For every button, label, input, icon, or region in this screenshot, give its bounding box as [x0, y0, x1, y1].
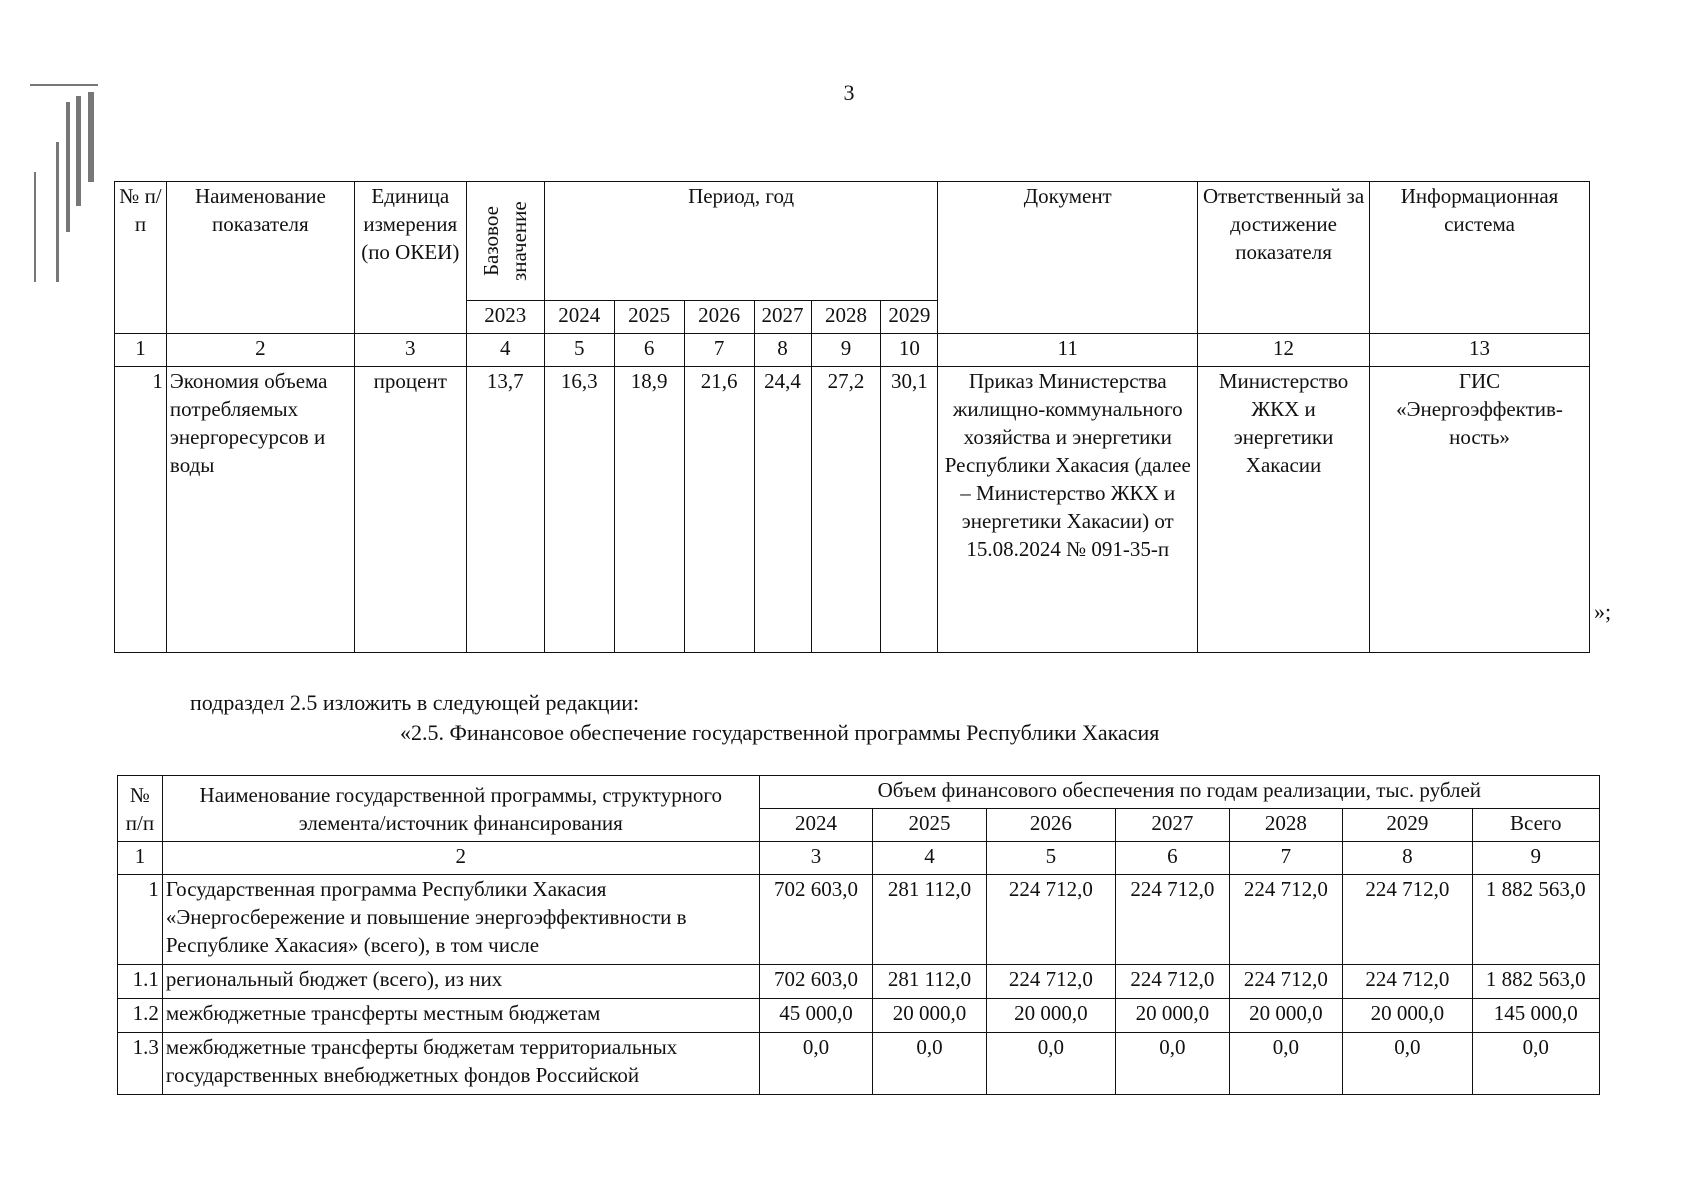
fin-row-total: 145 000,0: [1472, 999, 1600, 1033]
fin-row-value: 281 112,0: [873, 875, 987, 965]
fin-row-value: 224 712,0: [1343, 965, 1472, 999]
column-number: 10: [881, 334, 938, 367]
fin-header-name: Наименование государственной программы, структурного элемента/источник финансирования: [162, 776, 759, 842]
fin-row-value: 702 603,0: [759, 875, 873, 965]
indicator-table: [114, 181, 1590, 653]
fin-row-value: 20 000,0: [1343, 999, 1472, 1033]
closing-quote: »;: [1594, 599, 1612, 624]
header-base-value-text: Базовое значение: [479, 201, 532, 281]
fin-row-name: межбюджетные трансферты местным бюджетам: [162, 999, 759, 1033]
header-year-2025: 2025: [614, 301, 684, 334]
fin-row-name: межбюджетные трансферты бюджетам территориальных государственных внебюджетных фондов Российской: [162, 1033, 759, 1095]
row-info-system: ГИС «Энергоэффектив-ность»: [1370, 367, 1590, 653]
fin-header-total: Всего: [1472, 809, 1600, 842]
row-value-2027: 24,4: [754, 367, 811, 653]
fin-row-value: 20 000,0: [986, 999, 1115, 1033]
registration-stamp: [30, 82, 100, 292]
fin-row-value: 224 712,0: [1229, 965, 1343, 999]
header-year-2027: 2027: [754, 301, 811, 334]
row-value-2025: 18,9: [614, 367, 684, 653]
fin-row-total: 1 882 563,0: [1472, 965, 1600, 999]
column-number: 12: [1198, 334, 1370, 367]
header-indicator-name: Наименование показателя: [166, 182, 354, 334]
header-year-2028: 2028: [811, 301, 881, 334]
column-number: 11: [938, 334, 1198, 367]
row-value-2028: 27,2: [811, 367, 881, 653]
row-document: Приказ Министерства жилищно-коммунального хозяйства и энергетики Республики Хакасия (далее – Министерство ЖКХ и энергетики Хакасии) от 15.08.2024 № 091-35-п: [938, 367, 1198, 653]
table-row: [115, 367, 1590, 653]
fin-column-number: 1: [118, 842, 163, 875]
row-num: 1: [115, 367, 167, 653]
column-number: 4: [466, 334, 544, 367]
fin-header-year-2026: 2026: [986, 809, 1115, 842]
fin-row-value: 224 712,0: [986, 965, 1115, 999]
fin-header-volume: Объем финансового обеспечения по годам реализации, тыс. рублей: [759, 776, 1599, 809]
column-number: 5: [544, 334, 614, 367]
fin-row-value: 224 712,0: [1116, 875, 1230, 965]
fin-row-value: 20 000,0: [1116, 999, 1230, 1033]
fin-table-row: [118, 1033, 1600, 1095]
fin-row-num: 1: [118, 875, 163, 965]
header-unit: Единица измерения (по ОКЕИ): [354, 182, 466, 334]
column-number: 13: [1370, 334, 1590, 367]
header-info-system: Информационная система: [1370, 182, 1590, 334]
fin-column-number: 6: [1116, 842, 1230, 875]
fin-row-total: 1 882 563,0: [1472, 875, 1600, 965]
header-year-2024: 2024: [544, 301, 614, 334]
header-num: № п/п: [115, 182, 167, 334]
fin-header-year-2025: 2025: [873, 809, 987, 842]
row-indicator-name: Экономия объема потребляемых энергоресурсов и воды: [166, 367, 354, 653]
instruction-text: подраздел 2.5 изложить в следующей редакции:: [190, 690, 640, 715]
column-number: 9: [811, 334, 881, 367]
fin-row-num: 1.3: [118, 1033, 163, 1095]
row-value-2029: 30,1: [881, 367, 938, 653]
fin-row-name: региональный бюджет (всего), из них: [162, 965, 759, 999]
column-number: 7: [684, 334, 754, 367]
fin-row-value: 224 712,0: [1116, 965, 1230, 999]
fin-row-value: 45 000,0: [759, 999, 873, 1033]
fin-table-row: [118, 965, 1600, 999]
fin-column-number: 4: [873, 842, 987, 875]
header-document: Документ: [938, 182, 1198, 334]
fin-row-num: 1.1: [118, 965, 163, 999]
fin-row-value: 0,0: [1343, 1033, 1472, 1095]
financing-table: [117, 775, 1600, 1095]
fin-row-value: 0,0: [1116, 1033, 1230, 1095]
row-base-value: 13,7: [466, 367, 544, 653]
fin-row-value: 20 000,0: [1229, 999, 1343, 1033]
fin-row-value: 224 712,0: [986, 875, 1115, 965]
fin-row-value: 702 603,0: [759, 965, 873, 999]
column-number: 3: [354, 334, 466, 367]
fin-column-number: 8: [1343, 842, 1472, 875]
fin-header-year-2029: 2029: [1343, 809, 1472, 842]
fin-row-value: 224 712,0: [1343, 875, 1472, 965]
fin-row-num: 1.2: [118, 999, 163, 1033]
fin-header-year-2028: 2028: [1229, 809, 1343, 842]
fin-header-year-2024: 2024: [759, 809, 873, 842]
header-responsible: Ответственный за достижение показателя: [1198, 182, 1370, 334]
fin-row-value: 0,0: [986, 1033, 1115, 1095]
row-value-2026: 21,6: [684, 367, 754, 653]
fin-row-value: 0,0: [873, 1033, 987, 1095]
fin-column-number: 9: [1472, 842, 1600, 875]
column-number: 8: [754, 334, 811, 367]
fin-row-total: 0,0: [1472, 1033, 1600, 1095]
fin-row-name: Государственная программа Республики Хакасия «Энергосбережение и повышение энергоэффективности в Республике Хакасия» (всего), в том числе: [162, 875, 759, 965]
fin-column-number: 2: [162, 842, 759, 875]
fin-header-year-2027: 2027: [1116, 809, 1230, 842]
column-number: 6: [614, 334, 684, 367]
fin-row-value: 281 112,0: [873, 965, 987, 999]
column-number: 2: [166, 334, 354, 367]
fin-table-row: [118, 875, 1600, 965]
fin-column-number: 5: [986, 842, 1115, 875]
page-number: 3: [843, 80, 855, 105]
header-year-2029: 2029: [881, 301, 938, 334]
section-title: «2.5. Финансовое обеспечение государственной программы Республики Хакасия: [400, 720, 1160, 745]
row-unit: процент: [354, 367, 466, 653]
header-year-2026: 2026: [684, 301, 754, 334]
fin-row-value: 0,0: [1229, 1033, 1343, 1095]
fin-header-num: № п/п: [118, 776, 163, 842]
fin-row-value: 0,0: [759, 1033, 873, 1095]
row-responsible: Министерство ЖКХ и энергетики Хакасии: [1198, 367, 1370, 653]
fin-table-row: [118, 999, 1600, 1033]
header-base-year: 2023: [466, 301, 544, 334]
row-value-2024: 16,3: [544, 367, 614, 653]
header-base-value: [466, 182, 544, 301]
fin-row-value: 20 000,0: [873, 999, 987, 1033]
fin-column-number: 7: [1229, 842, 1343, 875]
column-number: 1: [115, 334, 167, 367]
header-period: Период, год: [544, 182, 938, 301]
fin-column-number: 3: [759, 842, 873, 875]
fin-row-value: 224 712,0: [1229, 875, 1343, 965]
